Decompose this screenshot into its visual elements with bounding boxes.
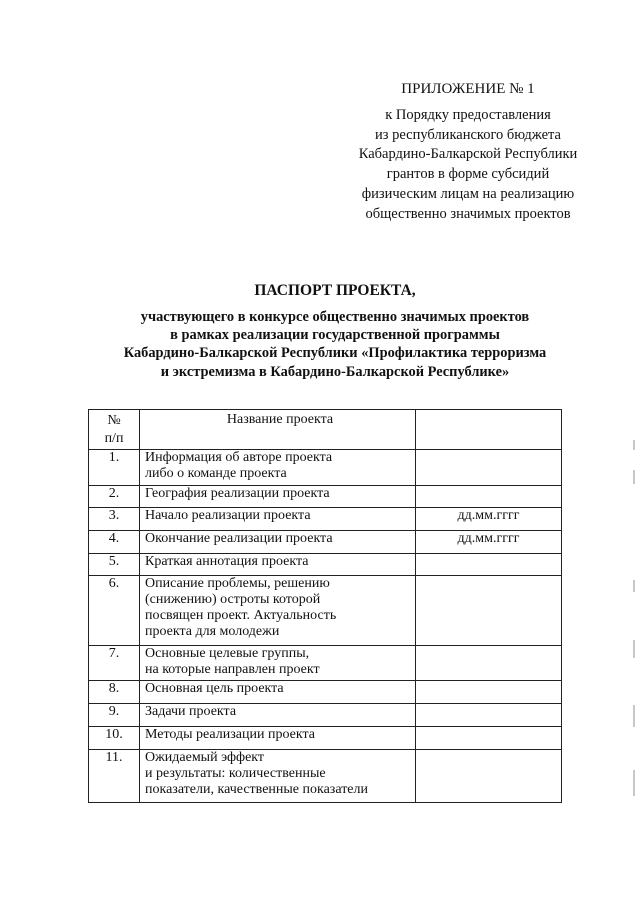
- row-name-cell: [140, 554, 416, 576]
- table-row: [89, 450, 562, 486]
- row-num: 2.: [108, 486, 120, 501]
- appendix-line: физическим лицам на реализацию: [361, 185, 575, 202]
- row-name: Методы реализации проекта: [145, 727, 315, 742]
- document-heading: [80, 281, 590, 381]
- header-name: Название проекта: [226, 412, 334, 427]
- header-num: № п/п: [104, 413, 124, 446]
- scan-artifact: [633, 470, 635, 484]
- row-num: 6.: [108, 576, 120, 591]
- row-num: 3.: [108, 508, 120, 523]
- row-value: дд.мм.гггг: [457, 531, 520, 546]
- row-num-cell: [89, 508, 140, 531]
- table-row: [89, 681, 562, 704]
- header-num-cell: [89, 410, 140, 450]
- row-name-cell: [140, 727, 416, 750]
- row-name-cell: [140, 450, 416, 486]
- heading-line: в рамках реализации государственной программы: [170, 327, 500, 344]
- row-num-cell: [89, 750, 140, 803]
- row-value-cell[interactable]: [416, 704, 562, 727]
- row-value-cell[interactable]: [416, 486, 562, 508]
- appendix-line: из республиканского бюджета: [375, 126, 561, 143]
- row-num: 1.: [108, 450, 120, 465]
- row-num: 8.: [108, 681, 120, 696]
- row-name: Краткая аннотация проекта: [145, 554, 309, 569]
- table-row: [89, 486, 562, 508]
- table-row: [89, 554, 562, 576]
- row-name: Начало реализации проекта: [145, 508, 311, 523]
- row-name: Окончание реализации проекта: [145, 531, 333, 546]
- row-name-cell: [140, 486, 416, 508]
- row-num: 7.: [108, 646, 120, 661]
- appendix-line: к Порядку предоставления: [385, 106, 551, 123]
- row-value-cell[interactable]: [416, 450, 562, 486]
- heading-line: участвующего в конкурсе общественно значимых проектов: [140, 309, 530, 325]
- row-num-cell: [89, 576, 140, 646]
- row-name-cell: [140, 531, 416, 554]
- scan-artifact: [633, 580, 635, 592]
- table-row: [89, 750, 562, 803]
- document-title: ПАСПОРТ ПРОЕКТА,: [254, 282, 416, 299]
- appendix-line: общественно значимых проектов: [365, 205, 571, 222]
- table-header-row: [89, 410, 562, 450]
- scan-artifact: [633, 640, 635, 658]
- header-value-cell[interactable]: [416, 410, 562, 450]
- row-value-cell[interactable]: [416, 531, 562, 554]
- appendix-line: грантов в форме субсидий: [386, 166, 550, 183]
- row-value-cell[interactable]: [416, 727, 562, 750]
- row-name: География реализации проекта: [145, 486, 330, 501]
- table-row: [89, 576, 562, 646]
- appendix-line: Кабардино-Балкарской Республики: [358, 146, 578, 163]
- table-row: [89, 646, 562, 681]
- row-name: Ожидаемый эффект и результаты: количественные показатели, качественные показатели: [145, 750, 369, 797]
- row-num: 4.: [108, 531, 120, 546]
- table-row: [89, 531, 562, 554]
- appendix-title: ПРИЛОЖЕНИЕ № 1: [401, 81, 535, 97]
- row-name: Основные целевые группы, на которые направлен проект: [145, 646, 320, 677]
- row-num-cell: [89, 704, 140, 727]
- heading-line: и экстремизма в Кабардино-Балкарской Республике»: [160, 363, 510, 380]
- row-value-cell[interactable]: [416, 554, 562, 576]
- row-name-cell: [140, 508, 416, 531]
- row-num-cell: [89, 531, 140, 554]
- row-name-cell: [140, 681, 416, 704]
- row-num-cell: [89, 450, 140, 486]
- row-num-cell: [89, 681, 140, 704]
- row-value-cell[interactable]: [416, 750, 562, 803]
- scan-artifact: [633, 705, 635, 727]
- row-num-cell: [89, 554, 140, 576]
- row-value: дд.мм.гггг: [457, 508, 520, 523]
- row-value-cell[interactable]: [416, 681, 562, 704]
- row-name: Информация об авторе проекта либо о команде проекта: [145, 450, 333, 481]
- passport-table: [88, 409, 562, 803]
- scan-artifact: [633, 770, 635, 796]
- row-value-cell[interactable]: [416, 646, 562, 681]
- row-value-cell[interactable]: [416, 508, 562, 531]
- scan-artifact: [633, 440, 635, 450]
- row-num-cell: [89, 486, 140, 508]
- row-num-cell: [89, 646, 140, 681]
- heading-line: Кабардино-Балкарской Республики «Профилактика терроризма: [123, 345, 547, 362]
- table-row: [89, 727, 562, 750]
- row-value-cell[interactable]: [416, 576, 562, 646]
- appendix-block: [318, 80, 618, 225]
- row-num: 10.: [105, 727, 123, 742]
- row-num: 9.: [108, 704, 120, 719]
- row-name: Описание проблемы, решению (снижению) остроты которой посвящен проект. Актуальность проекта для молодежи: [145, 576, 337, 639]
- row-name: Задачи проекта: [145, 704, 237, 719]
- row-num: 11.: [105, 750, 123, 765]
- row-name-cell: [140, 750, 416, 803]
- row-name-cell: [140, 646, 416, 681]
- row-name-cell: [140, 576, 416, 646]
- row-name: Основная цель проекта: [145, 681, 284, 696]
- header-name-cell: [140, 410, 416, 450]
- table-row: [89, 704, 562, 727]
- row-num-cell: [89, 727, 140, 750]
- row-num: 5.: [108, 554, 120, 569]
- table-row: [89, 508, 562, 531]
- row-name-cell: [140, 704, 416, 727]
